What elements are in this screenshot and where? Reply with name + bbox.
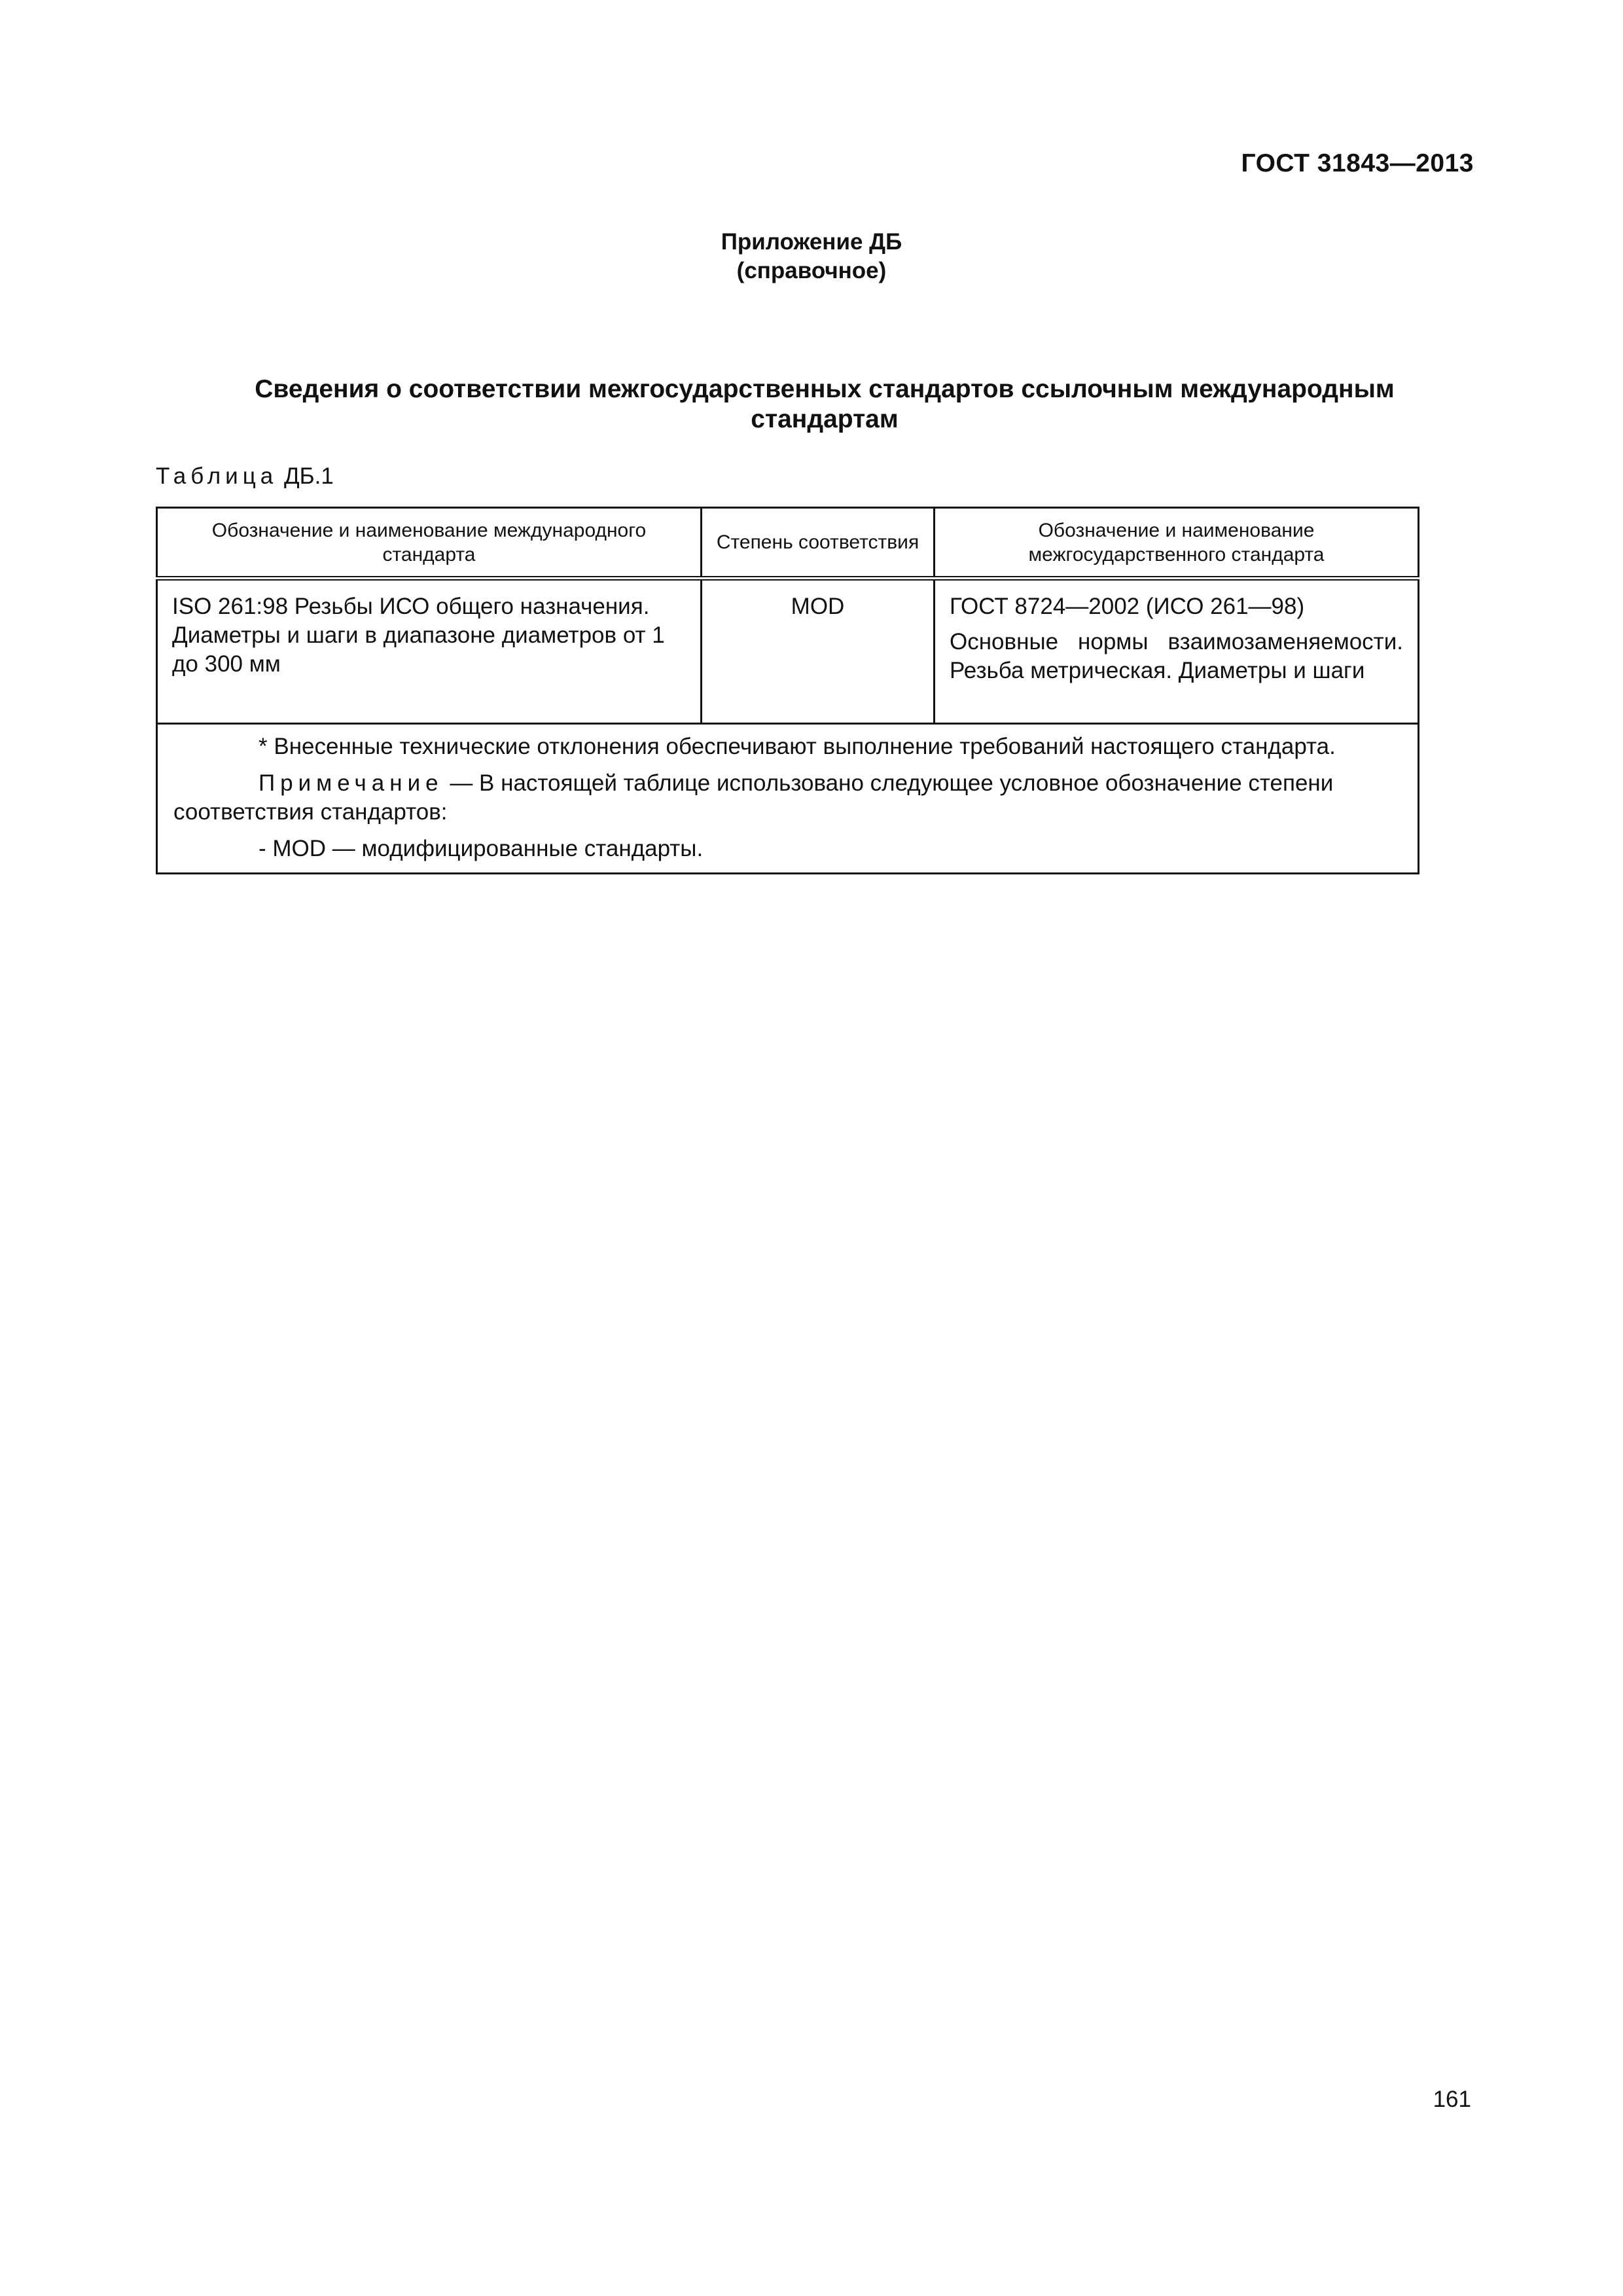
table-row (157, 579, 1419, 724)
section-title-line2: стандартам (751, 405, 899, 433)
appendix-subtitle: (справочное) (736, 258, 887, 283)
international-standard-text: ISO 261:98 Резьбы ИСО общего назначения. Диаметры и шаги в диапазоне диаметров от 1 до 300 мм (172, 594, 665, 677)
note-paragraph (173, 769, 1402, 827)
interstate-standard-name: Основные нормы взаимозаменяемости. Резьба метрическая. Диаметры и шаги (950, 629, 1403, 683)
header-degree-of-correspondence: Степень соответствия (702, 508, 935, 579)
cell-international-standard (157, 579, 702, 724)
table-caption-word: Таблица (156, 463, 278, 489)
table-caption (156, 463, 334, 490)
appendix-title: Приложение ДБ (721, 229, 902, 255)
footnote-text: * Внесенные технические отклонения обеспечивают выполнение требований настоящего стандарта. (259, 734, 1336, 759)
page-number: 161 (1433, 2087, 1471, 2112)
note-list-item: - MOD — модифицированные стандарты. (259, 836, 704, 861)
note-label: Примечание (259, 770, 444, 796)
header-interstate-standard: Обозначение и наименование межгосударственного стандарта (935, 508, 1419, 579)
cell-notes (157, 724, 1419, 874)
appendix-heading (0, 228, 1623, 285)
cell-degree (702, 579, 935, 724)
table-header-row (157, 508, 1419, 579)
interstate-standard-code: ГОСТ 8724—2002 (ИСО 261—98) (950, 594, 1305, 619)
cell-interstate-standard (935, 579, 1419, 724)
note-text: — В настоящей таблице использовано следующее условное обозначение степени соответствия стандартов: (173, 770, 1334, 825)
table-notes-row (157, 724, 1419, 874)
correspondence-table (156, 507, 1419, 874)
section-title-line1: Сведения о соответствии межгосударственных стандартов ссылочным международным (255, 375, 1395, 403)
degree-value: MOD (791, 594, 845, 619)
section-title (170, 374, 1479, 435)
table-caption-number: ДБ.1 (283, 463, 334, 489)
standard-code-header: ГОСТ 31843—2013 (1241, 149, 1474, 177)
header-international-standard: Обозначение и наименование международного стандарта (157, 508, 702, 579)
